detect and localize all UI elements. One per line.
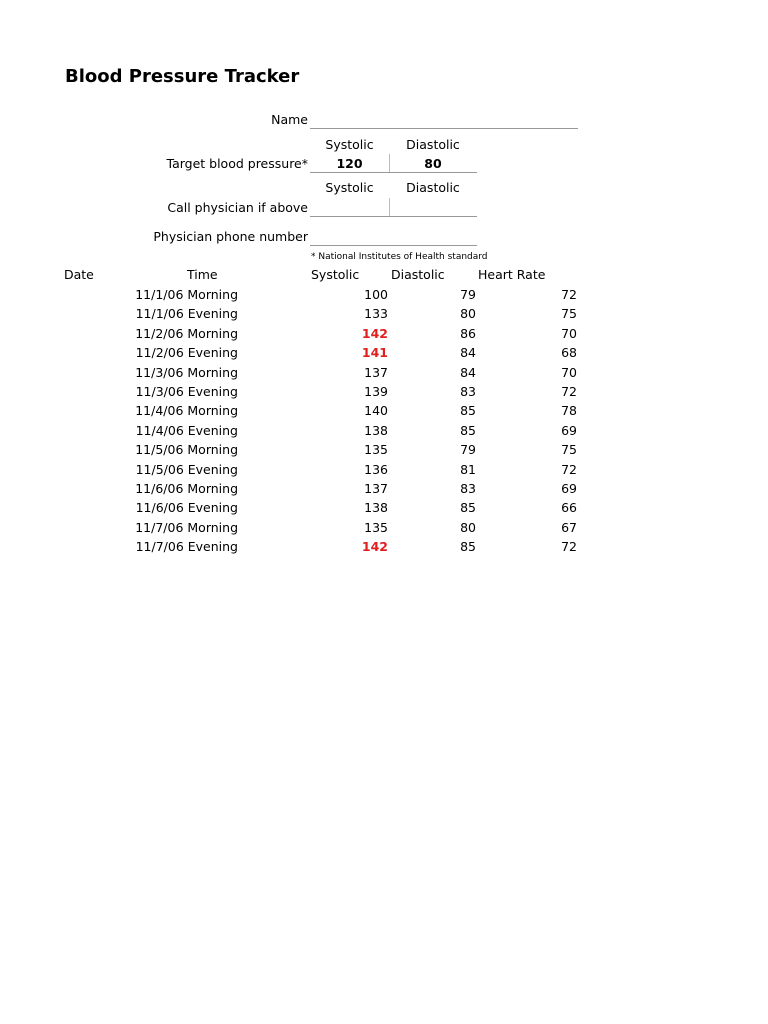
call-diastolic-header: Diastolic	[406, 180, 460, 195]
cell-systolic: 137	[364, 364, 388, 380]
cell-systolic: 142	[361, 539, 388, 555]
table-row	[0, 343, 768, 362]
cell-diastolic: 85	[460, 539, 476, 555]
cell-heart-rate: 72	[561, 287, 577, 302]
cell-datetime: 11/7/06 Morning	[135, 519, 238, 535]
cell-heart-rate: 67	[561, 519, 577, 535]
cell-diastolic: 80	[460, 306, 476, 322]
footnote: * National Institutes of Health standard	[311, 252, 488, 262]
name-label: Name	[271, 112, 308, 127]
cell-systolic: 135	[364, 519, 388, 535]
cell-systolic: 142	[361, 325, 388, 341]
cell-heart-rate: 72	[561, 461, 577, 477]
call-physician-label: Call physician if above	[167, 200, 308, 215]
cell-systolic: 141	[361, 345, 388, 361]
table-row	[0, 304, 768, 323]
call-systolic-header: Systolic	[325, 180, 374, 195]
page-title: Blood Pressure Tracker	[65, 66, 300, 87]
table-row	[0, 498, 768, 517]
cell-systolic: 139	[364, 383, 388, 399]
table-row	[0, 440, 768, 459]
cell-diastolic: 85	[460, 500, 476, 516]
cell-datetime: 11/6/06 Evening	[135, 500, 238, 516]
cell-datetime: 11/6/06 Morning	[135, 480, 238, 496]
cell-diastolic: 84	[460, 345, 476, 361]
cell-heart-rate: 72	[561, 539, 577, 555]
column-header-systolic: Systolic	[311, 267, 360, 282]
column-header-diastolic: Diastolic	[391, 267, 445, 282]
table-row	[0, 537, 768, 556]
cell-systolic: 100	[364, 287, 388, 302]
target-underline	[310, 172, 477, 173]
cell-systolic: 138	[364, 500, 388, 516]
cell-diastolic: 84	[460, 364, 476, 380]
cell-datetime: 11/5/06 Evening	[135, 461, 238, 477]
cell-diastolic: 83	[460, 480, 476, 496]
cell-systolic: 133	[364, 306, 388, 322]
call-diastolic-field[interactable]	[390, 200, 476, 215]
phone-label: Physician phone number	[153, 229, 308, 244]
cell-heart-rate: 66	[561, 500, 577, 516]
call-systolic-field[interactable]	[310, 200, 389, 215]
table-row	[0, 518, 768, 537]
column-header-heart-rate: Heart Rate	[478, 267, 546, 282]
cell-heart-rate: 75	[561, 442, 577, 458]
table-row	[0, 460, 768, 479]
cell-datetime: 11/3/06 Morning	[135, 364, 238, 380]
column-header-date: Date	[64, 267, 94, 282]
cell-systolic: 135	[364, 442, 388, 458]
table-row	[0, 479, 768, 498]
cell-heart-rate: 75	[561, 306, 577, 322]
table-row	[0, 285, 768, 304]
name-field[interactable]	[310, 112, 578, 128]
cell-systolic: 137	[364, 480, 388, 496]
cell-datetime: 11/3/06 Evening	[135, 383, 238, 399]
name-underline	[310, 128, 578, 129]
call-underline	[310, 216, 477, 217]
cell-heart-rate: 69	[561, 480, 577, 496]
target-systolic-value[interactable]: 120	[336, 156, 363, 171]
cell-heart-rate: 70	[561, 325, 577, 341]
target-diastolic-value[interactable]: 80	[424, 156, 442, 171]
cell-datetime: 11/4/06 Morning	[135, 403, 238, 419]
cell-heart-rate: 68	[561, 345, 577, 361]
cell-systolic: 140	[364, 403, 388, 419]
cell-datetime: 11/5/06 Morning	[135, 442, 238, 458]
cell-diastolic: 85	[460, 403, 476, 419]
target-diastolic-header: Diastolic	[406, 137, 460, 152]
cell-heart-rate: 69	[561, 422, 577, 438]
cell-diastolic: 86	[460, 325, 476, 341]
target-label: Target blood pressure*	[166, 156, 308, 171]
cell-systolic: 138	[364, 422, 388, 438]
cell-datetime: 11/2/06 Evening	[135, 345, 238, 361]
table-row	[0, 324, 768, 343]
cell-datetime: 11/1/06 Evening	[135, 306, 238, 322]
table-row	[0, 363, 768, 382]
cell-heart-rate: 72	[561, 383, 577, 399]
cell-systolic: 136	[364, 461, 388, 477]
cell-diastolic: 80	[460, 519, 476, 535]
readings-table	[0, 285, 768, 556]
cell-diastolic: 85	[460, 422, 476, 438]
cell-heart-rate: 70	[561, 364, 577, 380]
cell-diastolic: 81	[460, 461, 476, 477]
cell-diastolic: 79	[460, 442, 476, 458]
column-header-time: Time	[187, 267, 218, 282]
cell-diastolic: 79	[460, 287, 476, 302]
cell-diastolic: 83	[460, 383, 476, 399]
table-row	[0, 401, 768, 420]
table-row	[0, 382, 768, 401]
phone-underline	[310, 245, 477, 246]
target-systolic-header: Systolic	[325, 137, 374, 152]
cell-datetime: 11/2/06 Morning	[135, 325, 238, 341]
cell-datetime: 11/7/06 Evening	[135, 539, 238, 555]
table-row	[0, 421, 768, 440]
cell-heart-rate: 78	[561, 403, 577, 419]
phone-field[interactable]	[310, 229, 477, 245]
cell-datetime: 11/4/06 Evening	[135, 422, 238, 438]
cell-datetime: 11/1/06 Morning	[135, 287, 238, 302]
